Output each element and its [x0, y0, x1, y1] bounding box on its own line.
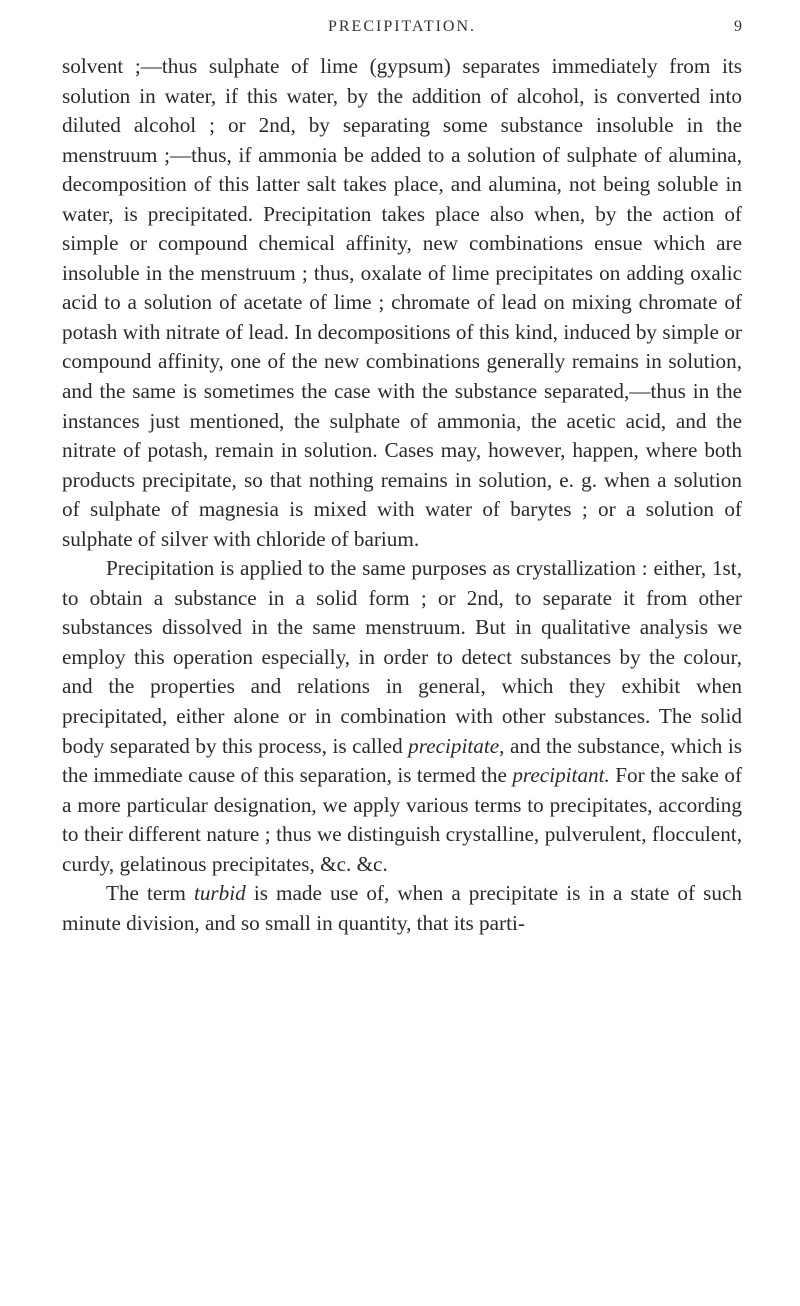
page-header — [62, 18, 742, 48]
paragraph-2-text-c: For the sake of a more particular designation, we apply various terms to precipitates, according to their different nature ; thus we distinguish crystalline, pulverulent, flocculent, curdy, gelatinous precipitates, &c. &c. — [62, 763, 742, 876]
running-head: PRECIPITATION. — [327, 18, 477, 35]
paragraph-3-text-a: The term — [106, 881, 194, 906]
paragraph-3 — [62, 879, 742, 938]
term-precipitate: precipitate, — [408, 733, 505, 758]
paragraph-2-text-b: and the substance, which is the immediate cause of this separation, is termed the — [62, 733, 742, 788]
paragraph-1-text: solvent ;—thus sulphate of lime (gypsum) separates immediately from its solution in water, if this water, by the addition of alcohol, is converted into diluted alcohol ; or 2nd, by separating some substance insoluble in the menstruum ;—thus, if ammonia be added to a solution of sulphate of alumina, decomposition of this latter salt takes place, and alumina, not being soluble in water, is precipitated. Precipitation takes place also when, by the action of simple or compound chemical affinity, new combinations ensue which are insoluble in the menstruum ; thus, oxalate of lime precipitates on adding oxalic acid to a solution of acetate of lime ; chromate of lead on mixing chromate of potash with nitrate of lead. In decompositions of this kind, induced by simple or compound affinity, one of the new combinations generally remains in solution, and the same is sometimes the case with the substance separated,—thus in the instances just mentioned, the sulphate of ammonia, the acetic acid, and the nitrate of potash, remain in solution. Cases may, however, happen, where both products precipitate, so that nothing remains in solution, e. g. when a solution of sulphate of magnesia is mixed with water of barytes ; or a solution of sulphate of silver with chloride of barium. — [62, 54, 742, 551]
page-number: 9 — [734, 18, 742, 35]
paragraph-2-text-a: Precipitation is applied to the same purposes as crystallization : either, 1st, to obtain a substance in a solid form ; or 2nd, to separate it from other substances dissolved in the same menstruum. But in qualitative analysis we employ this operation especially, in order to detect substances by the colour, and the properties and relations in general, which they exhibit when precipitated, either alone or in combination with other substances. The solid body separated by this process, is called — [62, 556, 742, 758]
paragraph-1 — [62, 52, 742, 554]
page-body — [62, 52, 742, 938]
term-precipitant: precipitant. — [512, 763, 610, 788]
paragraph-2 — [62, 554, 742, 879]
paragraph-3-text-b: is made use of, when a precipitate is in a state of such minute division, and so small in quantity, that its parti- — [62, 881, 742, 935]
term-turbid: turbid — [193, 881, 246, 906]
